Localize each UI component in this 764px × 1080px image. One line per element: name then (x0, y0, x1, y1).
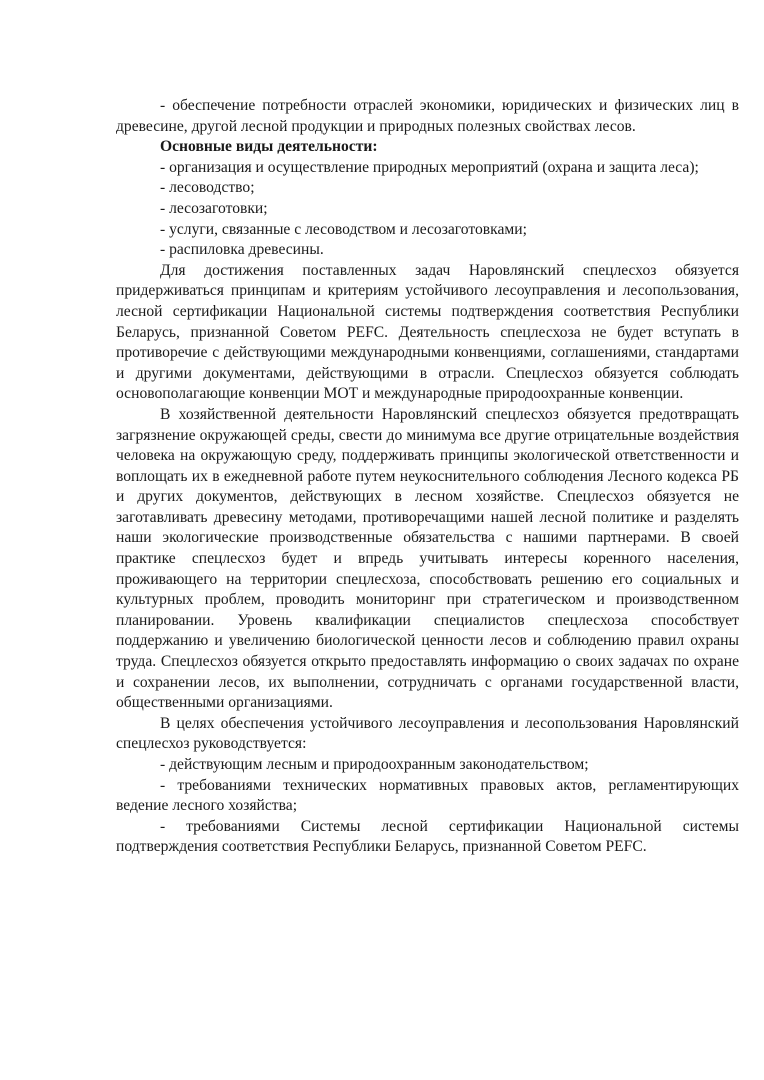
list-item-activity: - организация и осуществление природных мероприятий (охрана и защита леса); (160, 158, 699, 176)
paragraph-guidance: В целях обеспечения устойчивого лесоуправления и лесопользования Наровлянский спецлесхоз руководствуется: (116, 714, 739, 753)
list-item-guidance: - требованиями Системы лесной сертификации Национальной системы подтверждения соответствия Республики Беларусь, признанной Советом PEFC. (116, 817, 739, 856)
list-item-activity: - лесозаготовки; (160, 199, 268, 217)
list-item-activity: - услуги, связанные с лесоводством и лесозаготовками; (160, 220, 527, 238)
heading-activities: Основные виды деятельности: (160, 138, 378, 156)
list-item-activity: - распиловка древесины. (160, 241, 324, 259)
list-item-guidance: - действующим лесным и природоохранным законодательством; (160, 756, 589, 773)
document-body (116, 96, 739, 858)
paragraph-purpose: - обеспечение потребности отраслей экономики, юридических и физических лиц в древесине, другой лесной продукции и природных полезных свойствах лесов. (116, 97, 739, 135)
paragraph-principles: Для достижения поставленных задач Наровлянский спецлесхоз обязуется придерживаться принципам и критериям устойчивого лесоуправления и лесопользования, лесной сертификации Национальной системы подтверждения соответствия Республики Беларусь, признанной Советом PEFC. Деятельность спецлесхоза не будет вступать в противоречие с действующими международными конвенциями, соглашениями, стандартами и другими документами, действующими в отрасли. Спецлесхоз обязуется соблюдать основополагающие конвенции МОТ и международные природоохранные конвенции. (116, 261, 739, 403)
list-item-guidance: - требованиями технических нормативных правовых актов, регламентирующих ведение лесного хозяйства; (116, 776, 739, 815)
list-item-activity: - лесоводство; (160, 179, 255, 197)
paragraph-economic-activity: В хозяйственной деятельности Наровлянский спецлесхоз обязуется предотвращать загрязнение окружающей среды, свести до минимума все другие отрицательные воздействия человека на окружающую среду, поддерживать принципы экологической ответственности и воплощать их в ежедневной работе путем неукоснительного соблюдения Лесного кодекса РБ и других документов, действующих в лесном хозяйстве. Спецлесхоз обязуется не заготавливать древесину методами, противоречащими нашей лесной политике и разделять наши экологические производственные обязательства с нашими партнерами. В своей практике спецлесхоз будет и впредь учитывать интересы коренного населения, проживающего на территории спецлесхоза, способствовать решению его социальных и культурных проблем, проводить мониторинг при стратегическом и производственном планировании. Уровень квалификации специалистов спецлесхоза способствует поддержанию и увеличению биологической ценности лесов и соблюдению правил охраны труда. Спецлесхоз обязуется открыто предоставлять информацию о своих задачах по охране и сохранении лесов, их выполнении, сотрудничать с органами государственной власти, общественными организациями. (116, 405, 739, 712)
